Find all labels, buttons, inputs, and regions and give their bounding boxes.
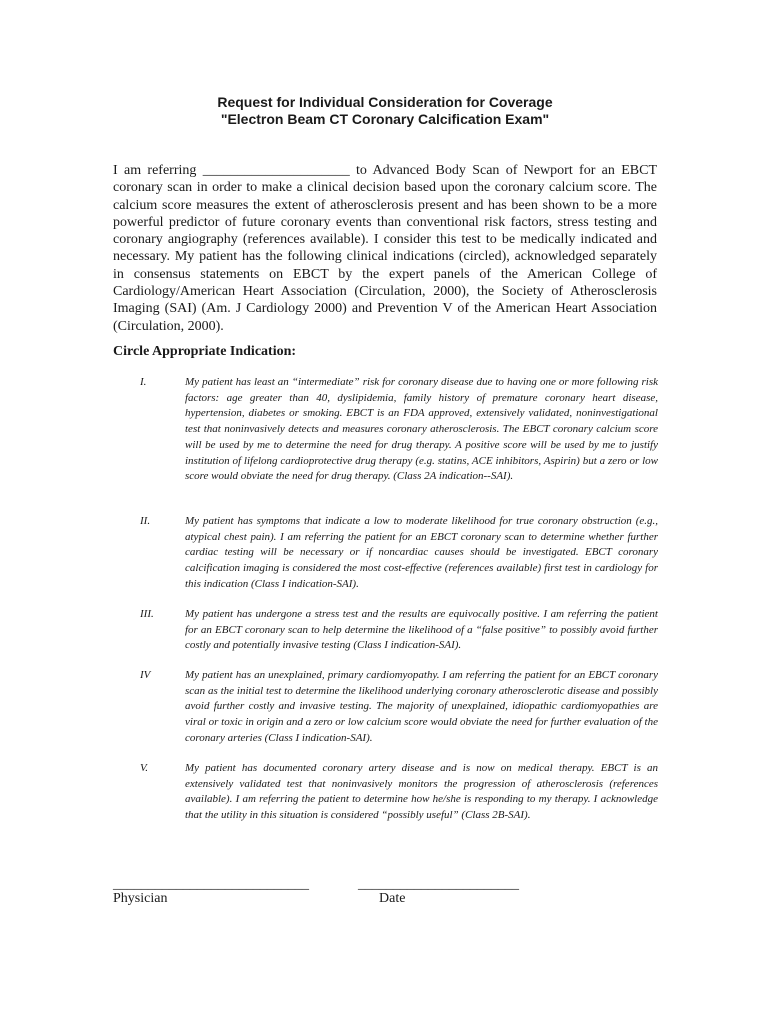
indication-text: My patient has undergone a stress test and the results are equivocally positive. I am referring the patient for an EBCT coronary scan to help determine the likelihood of a “false positive” to possibly avoid further costly and potentially invasive testing (Class I indication-SAI). (185, 608, 658, 652)
indication-text: My patient has least an “intermediate” risk for coronary disease due to having one or more following risk factors: age greater than 40, dyslipidemia, family history of premature coronary heart disease, hypertension, diabetes or smoking. EBCT is an FDA approved, extensively validated, noninvestigational test that noninvasively detects and measures coronary atherosclerosis. The EBCT coronary calcium score will be used by me to determine the need for drug therapy. A positive score will be used by me to justify institution of lifelong cardioprotective drug therapy (e.g. statins, ACE inhibitors, Aspirin) but a zero or low score would obviate the need for drug therapy. (Class 2A indication--SAI). (185, 376, 658, 483)
indication-numeral: III. (140, 608, 154, 620)
section-heading: Circle Appropriate Indication: (113, 344, 297, 359)
indication-text: My patient has symptoms that indicate a low to moderate likelihood for true coronary obstruction (e.g., atypical chest pain). I am referring the patient for an EBCT coronary scan to determine whether further cardiac testing will be necessary or if noncardiac causes should be investigated. EBCT coronary calcification imaging is considered the most cost-effective (references available) first test in cardiology for this indication (Class I indication-SAI). (185, 515, 658, 590)
document-title (0, 94, 770, 128)
indication-numeral: V. (140, 762, 149, 774)
indication-numeral: II. (140, 515, 151, 527)
indication-text: My patient has an unexplained, primary cardiomyopathy. I am referring the patient for an EBCT coronary scan as the initial test to determine the likelihood underlying coronary atherosclerotic disease and possibly avoid further costly and invasive testing. The majority of unexplained, idiopathic cardiomyopathies are viral or toxic in origin and a zero or low calcium score would obviate the need for further evaluation of the coronary arteries (Class I indication-SAI). (185, 669, 658, 744)
date-signature-line[interactable]: _______________________ (358, 877, 519, 892)
date-label: Date (379, 891, 406, 906)
intro-paragraph: I am referring _____________________ to Advanced Body Scan of Newport for an EBCT coronary scan in order to make a clinical decision based upon the coronary calcium score. The calcium score measures the extent of atherosclerosis present and has been shown to be a more powerful predictor of future coronary events than conventional risk factors, stress testing and coronary angiography (references available). I consider this test to be medically indicated and necessary. My patient has the following clinical indications (circled), acknowledged separately in consensus statements on EBCT by the expert panels of the American College of Cardiology/American Heart Association (Circulation, 2000), the Society of Atherosclerosis Imaging (SAI) (Am. J Cardiology 2000) and Prevention V of the American Heart Association (Circulation, 2000). (113, 163, 657, 334)
indication-text: My patient has documented coronary artery disease and is now on medical therapy. EBCT is an extensively validated test that noninvasively monitors the progression of atherosclerosis (references available). I am referring the patient to determine how he/she is responding to my therapy. I acknowledge that the utility in this situation is considered “possibly useful” (Class 2B-SAI). (185, 762, 658, 822)
indication-numeral: IV (140, 669, 151, 681)
physician-label: Physician (113, 891, 168, 906)
physician-signature-line[interactable]: ____________________________ (113, 877, 309, 892)
title-line-1: Request for Individual Consideration for Coverage (217, 94, 553, 110)
title-line-2: "Electron Beam CT Coronary Calcification Exam" (220, 111, 550, 127)
indication-numeral: I. (140, 376, 147, 388)
